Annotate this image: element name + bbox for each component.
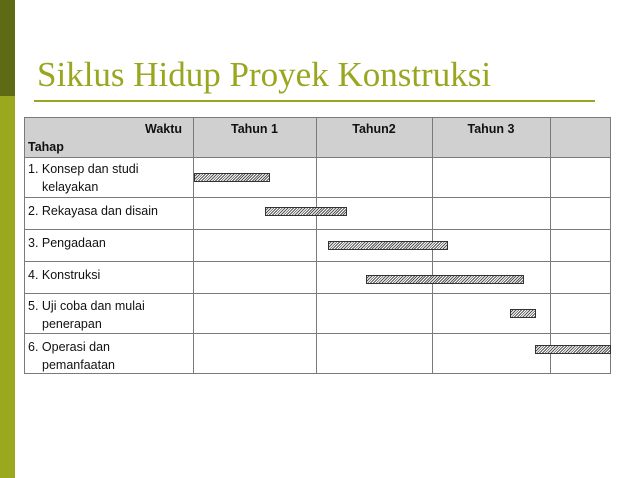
grid-line-h	[24, 261, 611, 262]
grid-line-v	[316, 117, 317, 374]
row-label-line: 2. Rekayasa dan disain	[28, 204, 158, 218]
slide-title: Siklus Hidup Proyek Konstruksi	[37, 55, 492, 94]
row-label-line: penerapan	[42, 317, 102, 331]
gantt-bar-uji-coba	[510, 309, 536, 318]
title-underline	[34, 100, 595, 102]
row-label-line: 6. Operasi dan	[28, 340, 110, 354]
row-label-line: kelayakan	[42, 180, 99, 194]
gantt-bar-rekayasa	[265, 207, 347, 216]
grid-line-v	[193, 117, 194, 374]
sidebar-accent-top	[0, 0, 15, 96]
row-label-operasi	[28, 338, 188, 374]
gantt-bar-operasi	[535, 345, 611, 354]
header-year-3: Tahun 3	[467, 122, 515, 136]
grid-line-v	[610, 117, 611, 374]
header-tahap: Tahap	[28, 140, 64, 154]
row-label-pengadaan	[28, 234, 188, 252]
row-label-uji-coba	[28, 297, 188, 333]
row-label-line: 3. Pengadaan	[28, 236, 106, 250]
row-label-line: 5. Uji coba dan mulai	[28, 299, 145, 313]
gantt-bar-konstruksi	[366, 275, 524, 284]
grid-line-h	[24, 293, 611, 294]
header-waktu: Waktu	[145, 122, 183, 136]
grid-line-v	[24, 117, 25, 374]
grid-line-h	[24, 157, 611, 158]
grid-line-h	[24, 333, 611, 334]
gantt-bar-pengadaan	[328, 241, 448, 250]
row-label-line: 4. Konstruksi	[28, 268, 101, 282]
row-label-konstruksi	[28, 266, 188, 284]
grid-line-h	[24, 197, 611, 198]
row-label-line: 1. Konsep dan studi	[28, 162, 139, 176]
grid-line-h	[24, 229, 611, 230]
grid-line-v	[550, 117, 551, 374]
row-label-konsep	[28, 160, 188, 196]
gantt-bar-konsep	[194, 173, 270, 182]
header-year-1: Tahun 1	[231, 122, 278, 136]
row-label-rekayasa	[28, 202, 188, 220]
grid-line-h	[24, 117, 611, 118]
sidebar-accent-bottom	[0, 96, 15, 478]
row-label-line: pemanfaatan	[42, 358, 115, 372]
header-year-2: Tahun2	[352, 122, 396, 136]
